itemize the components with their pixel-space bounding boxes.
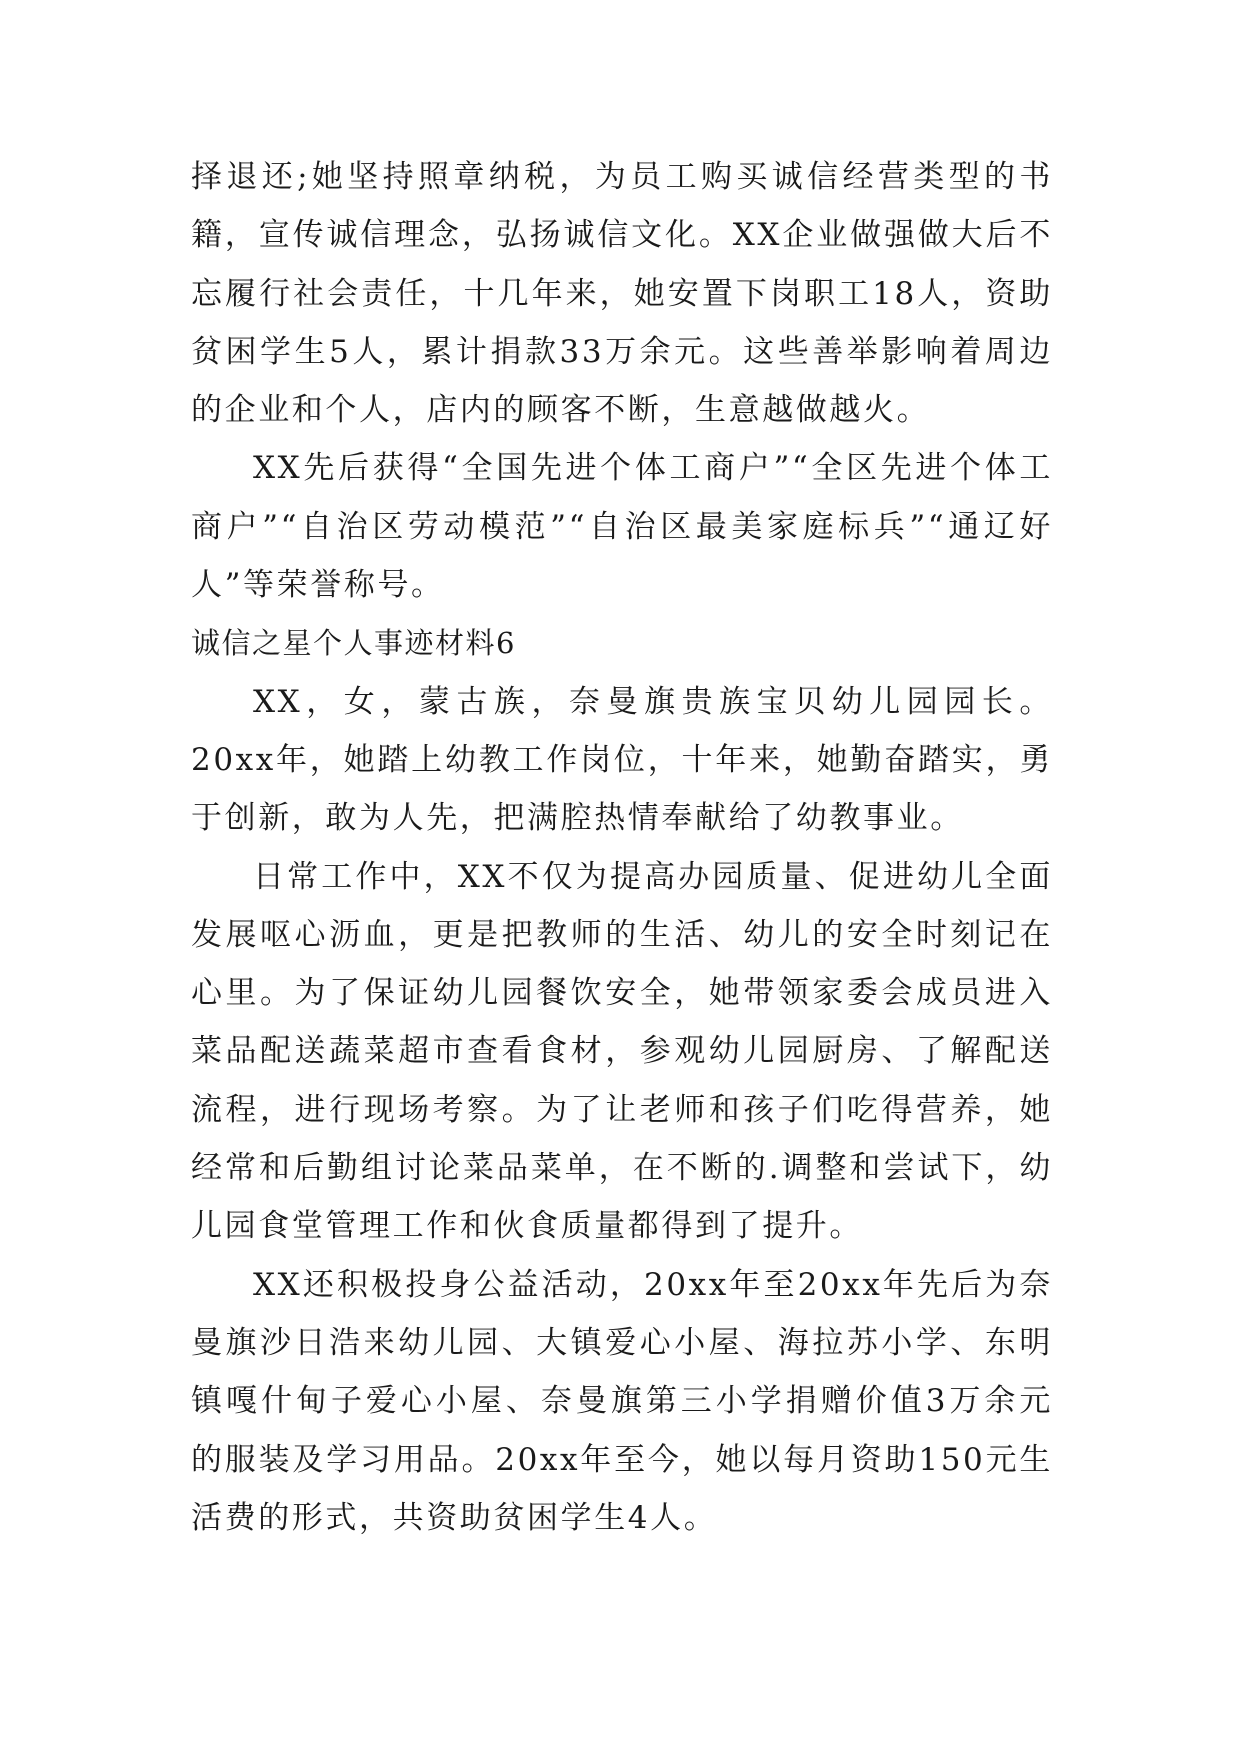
paragraph-charity: XX还积极投身公益活动，20xx年至20xx年先后为奈曼旗沙日浩来幼儿园、大镇爱心小屋、海拉苏小学、东明镇嘎什甸子爱心小屋、奈曼旗第三小学捐赠价值3万余元的服装及学习用品。20xx年至今，她以每月资助150元生活费的形式，共资助贫困学生4人。 xyxy=(191,1266,1053,1536)
paragraph-intro: XX，女，蒙古族，奈曼旗贵族宝贝幼儿园园长。20xx年，她踏上幼教工作岗位，十年来，她勤奋踏实，勇于创新，敢为人先，把满腔热情奉献给了幼教事业。 xyxy=(191,683,1053,837)
paragraph-daily-work: 日常工作中，XX不仅为提高办园质量、促进幼儿全面发展呕心沥血，更是把教师的生活、幼儿的安全时刻记在心里。为了保证幼儿园餐饮安全，她带领家委会成员进入菜品配送蔬菜超市查看食材，参观幼儿园厨房、了解配送流程，进行现场考察。为了让老师和孩子们吃得营养，她经常和后勤组讨论菜品菜单，在不断的.调整和尝试下，幼儿园食堂管理工作和伙食质量都得到了提升。 xyxy=(191,858,1053,1245)
paragraph-honors: XX先后获得“全国先进个体工商户”“全区先进个体工商户”“自治区劳动模范”“自治区最美家庭标兵”“通辽好人”等荣誉称号。 xyxy=(191,450,1053,604)
paragraph-continued: 择退还;她坚持照章纳税，为员工购买诚信经营类型的书籍，宣传诚信理念，弘扬诚信文化。XX企业做强做大后不忘履行社会责任，十几年来，她安置下岗职工18人，资助贫困学生5人，累计捐款33万余元。这些善举影响着周边的企业和个人，店内的顾客不断，生意越做越火。 xyxy=(191,159,1053,429)
section-heading: 诚信之星个人事迹材料6 xyxy=(191,626,516,661)
document-body xyxy=(191,148,1053,1547)
